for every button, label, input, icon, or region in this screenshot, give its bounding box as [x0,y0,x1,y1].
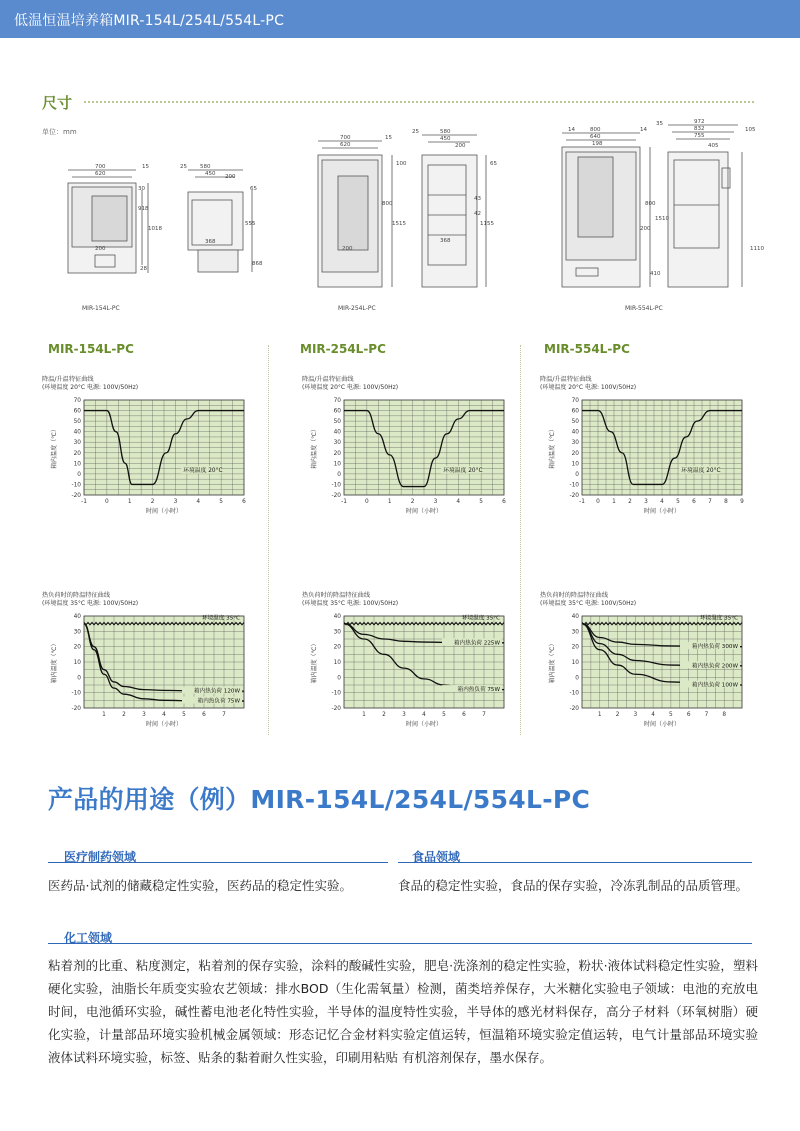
dimension-label: 368 [205,239,216,245]
x-tick-label: 1 [362,712,366,718]
y-tick-label: 20 [73,644,81,651]
dimension-label: 620 [340,142,351,148]
tag-underline [48,853,388,863]
x-tick-label: 5 [182,712,186,718]
x-tick-label: 2 [410,499,415,505]
dimension-label: 65 [250,186,257,192]
dimension-label: 410 [650,271,661,277]
y-tick-label: -10 [71,690,81,697]
x-tick-label: 3 [433,499,438,505]
series-label: 箱内热负荷 225W [454,640,500,647]
page-header-title: 低温恒温培养箱MIR-154L/254L/554L-PC [14,13,285,29]
y-tick-label: 60 [73,408,81,415]
annotation-label: 环境温度 20°C [443,467,483,474]
annotation-label: 环境温度 20°C [183,467,223,474]
y-tick-label: 10 [571,660,579,666]
chart-title: 热负荷时的降温特征曲线 [540,592,609,599]
chart-title: 降温/升温特征曲线 [42,376,94,383]
model-title-254l: MIR-254L-PC [300,342,386,356]
chart-subtitle: (环境温度 35°C 电源: 100V/50Hz) [540,600,637,607]
series-label: 箱内热负荷 100W [692,682,738,689]
chart-title: 热负荷时的降温特征曲线 [302,592,371,599]
x-tick-label: 1 [127,499,132,505]
y-axis-label: 箱内温度（℃） [311,640,318,684]
model-title-154l: MIR-154L-PC [48,342,134,356]
y-tick-label: 50 [73,419,81,426]
y-tick-label: 20 [571,644,579,651]
dimension-label: 14 [568,127,575,133]
x-tick-label: 2 [122,712,126,718]
load-chart-554l [536,588,756,738]
column-divider [268,345,269,735]
y-tick-label: -20 [569,493,579,499]
unit-label: 单位：mm [42,128,77,136]
x-tick-label: 7 [222,712,226,718]
dimension-label: 35 [656,121,663,127]
x-tick-label: 0 [365,499,369,505]
x-tick-label: -1 [341,499,347,505]
chart-title: 热负荷时的降温特征曲线 [42,592,111,599]
x-tick-label: 4 [660,499,664,505]
chart-subtitle: (环境温度 35°C 电源: 100V/50Hz) [42,600,139,607]
x-tick-label: -1 [81,499,87,505]
dimension-label: 25 [180,164,187,170]
y-tick-label: -10 [569,690,579,697]
x-tick-label: 6 [242,499,246,505]
y-tick-label: 0 [77,471,81,478]
x-tick-label: 2 [628,499,632,505]
x-tick-label: 4 [162,712,166,718]
dimension-label: 200 [225,174,236,180]
y-tick-label: -20 [71,493,81,499]
y-tick-label: 50 [571,419,579,426]
tag-underline [398,853,752,863]
y-tick-label: 0 [575,675,579,682]
x-tick-label: 3 [173,499,178,505]
y-tick-label: 70 [73,398,81,404]
y-tick-label: -20 [331,706,341,712]
y-tick-label: 10 [73,461,81,468]
x-tick-label: 3 [402,712,406,718]
dimension-label: 368 [440,238,451,244]
dimension-label: 15 [385,135,392,141]
drawing-caption-154l: MIR-154L-PC [82,305,120,312]
y-tick-label: 30 [333,629,341,636]
y-tick-label: 40 [73,614,81,620]
load-chart-154l [38,588,258,738]
dimension-label: 580 [200,164,211,170]
dimension-label: 580 [440,129,451,135]
dimension-label: 555 [245,221,256,227]
x-axis-label: 时间（小时） [643,721,681,728]
dimension-label: 100 [396,161,407,167]
y-tick-label: 20 [73,450,81,457]
y-tick-label: 20 [571,450,579,457]
medical-text: 医药品·试剂的储藏稳定性实验，医药品的稳定性实验。 [48,878,352,893]
x-tick-label: 1 [102,712,106,718]
y-tick-label: 30 [73,629,81,636]
y-tick-label: 0 [575,471,579,478]
y-axis-label: 箱内温度（℃） [311,426,318,469]
y-tick-label: 40 [333,614,341,620]
x-tick-label: 5 [676,499,680,505]
dimension-label: 105 [745,127,756,133]
y-tick-label: -10 [71,482,81,489]
dimension-label: 1155 [480,221,494,227]
x-tick-label: -1 [579,499,585,505]
x-tick-label: 6 [202,712,206,718]
x-tick-label: 6 [686,712,691,718]
dimension-label: 200 [342,246,353,252]
y-tick-label: 30 [333,440,341,447]
y-tick-label: 70 [571,398,579,404]
y-tick-label: 40 [571,614,579,620]
y-tick-label: 10 [571,461,579,468]
x-tick-label: 9 [740,499,744,505]
y-tick-label: -20 [569,706,579,712]
x-tick-label: 5 [219,499,223,505]
dimension-label: 755 [694,133,705,139]
dimension-label: 832 [694,126,705,132]
drawing-caption-554l: MIR-554L-PC [625,305,663,312]
applications-title: 产品的用途（例）MIR-154L/254L/554L-PC [48,785,591,814]
drawing-554l-front [562,133,650,287]
dimension-label: 43 [474,196,481,202]
x-axis-label: 时间（小时） [145,721,183,728]
dimension-label: 450 [205,171,216,177]
load-chart-254l [298,588,518,738]
x-tick-label: 4 [651,712,655,718]
series-label: 箱内热负荷 120W [194,688,240,695]
tag-medical: 医疗制药领域 [64,850,137,864]
dimension-label: 640 [590,134,601,140]
y-tick-label: 30 [571,440,579,447]
dimension-label: 15 [142,164,149,170]
column-divider [520,345,521,735]
dimension-label: 200 [95,246,106,252]
y-tick-label: 20 [333,644,341,651]
x-axis-label: 时间（小时） [643,508,681,515]
dimension-label: 800 [590,127,601,133]
series-label: 箱内热负荷 200W [692,663,738,670]
x-tick-label: 1 [387,499,392,505]
chart-subtitle: (环境温度 20°C 电源: 100V/50Hz) [42,384,139,391]
dimension-label: 1018 [148,226,162,232]
y-tick-label: 40 [571,429,579,436]
y-axis-label: 箱内温度（℃） [51,426,58,469]
dimension-label: 200 [640,226,651,232]
y-tick-label: 60 [571,408,579,415]
cooling-chart-554l [536,372,756,522]
chart-subtitle: (环境温度 20°C 电源: 100V/50Hz) [302,384,399,391]
cooling-chart-254l [298,372,518,522]
x-axis-label: 时间（小时） [405,721,443,728]
x-tick-label: 6 [692,499,696,505]
dimension-label: 800 [645,201,656,207]
y-tick-label: -10 [569,482,579,489]
x-tick-label: 6 [462,712,466,718]
x-tick-label: 4 [422,712,426,718]
y-tick-label: 10 [73,660,81,666]
x-tick-label: 7 [704,712,709,718]
y-axis-label: 箱内温度（℃） [549,640,556,684]
drawing-154l-front [68,170,148,273]
y-tick-label: 0 [337,675,341,682]
y-tick-label: 60 [333,408,341,415]
dimensions-section-label: 尺寸 [42,94,73,112]
x-tick-label: 5 [669,712,673,718]
dimension-label: 450 [440,136,451,142]
x-axis-label: 时间（小时） [405,508,443,515]
x-axis-label: 时间（小时） [145,508,183,515]
dimension-label: 42 [474,211,481,217]
dimension-label: 30 [138,186,145,192]
y-tick-label: 70 [333,398,341,404]
y-tick-label: 50 [333,419,341,426]
drawing-254l-front [318,141,392,287]
series-label: 环境温度 35°C [700,615,738,622]
dimension-label: 198 [592,141,603,147]
x-tick-label: 5 [442,712,446,718]
y-tick-label: 30 [73,440,81,447]
x-tick-label: 7 [482,712,486,718]
chemical-text: 粘着剂的比重、粘度测定，粘着剂的保存实验，涂料的酸碱性实验，肥皂·洗涤剂的稳定性实验，粉状·液体试料稳定性实验，塑料硬化实验，油脂长年质变实验农艺领域：排水BOD（生化需氧量）检测，菌类培养保存，大米糖化实验电子领域：电池的充放电时间，电池循环实验，碱性蓄电池老化特性实验，半导体的温度特性实验，半导体的感光材料保存，高分子材料（环氧树脂）硬化实验，计量部品环境实验机械金属领域：形态记忆合金材料实验定值运转，恒温箱环境实验定值运转，电气计量部品环境实验液体试料环境实验，标签、贴条的黏着耐久性实验，印刷用粘贴 有机溶剂保存，墨水保存。 [48,958,758,1065]
x-tick-label: 3 [633,712,638,718]
x-tick-label: 5 [479,499,483,505]
chart-subtitle: (环境温度 20°C 电源: 100V/50Hz) [540,384,637,391]
dimension-label: 25 [412,129,419,135]
tag-chemical: 化工领域 [64,931,113,945]
series-label: 箱内热负荷 75W [457,687,500,694]
x-tick-label: 2 [615,712,620,718]
dimension-label: 200 [455,143,466,149]
dimension-label: 868 [252,261,263,267]
dimension-label: 405 [708,143,719,149]
food-text: 食品的稳定性实验，食品的保存实验，冷冻乳制品的品质管理。 [398,878,749,893]
y-tick-label: 0 [77,675,81,682]
x-tick-label: 1 [612,499,616,505]
y-tick-label: -10 [331,482,341,489]
dimension-drawings [0,0,800,330]
x-tick-label: 3 [142,712,146,718]
series-label: 环境温度 35°C [202,615,240,622]
y-tick-label: 40 [73,429,81,436]
y-tick-label: 20 [333,450,341,457]
x-tick-label: 7 [708,499,712,505]
model-title-554l: MIR-554L-PC [544,342,630,356]
dimension-label: 1510 [655,216,669,222]
y-tick-label: -10 [331,690,341,697]
x-tick-label: 4 [456,499,461,505]
dimension-label: 918 [138,206,149,212]
dimension-label: 65 [490,161,497,167]
x-tick-label: 4 [196,499,201,505]
y-tick-label: 40 [333,429,341,436]
dimension-label: 800 [382,201,393,207]
x-tick-label: 8 [724,499,728,505]
x-tick-label: 0 [596,499,600,505]
x-tick-label: 8 [722,712,727,718]
y-tick-label: -20 [71,706,81,712]
x-tick-label: 0 [105,499,109,505]
drawing-154l-side [188,170,252,272]
y-tick-label: 10 [333,660,341,666]
tag-food: 食品领域 [412,850,461,864]
dimension-label: 14 [640,127,647,133]
x-tick-label: 2 [382,712,386,718]
dimension-label: 620 [95,171,106,177]
y-tick-label: -20 [331,493,341,499]
tag-underline [48,934,752,944]
y-tick-label: 0 [337,471,341,478]
cooling-chart-154l [38,372,258,522]
dimension-label: 700 [95,164,106,170]
y-axis-label: 箱内温度（℃） [51,640,58,684]
dimension-label: 28 [140,266,147,272]
annotation-label: 环境温度 20°C [681,467,721,474]
y-tick-label: 10 [333,461,341,468]
chart-title: 降温/升温特征曲线 [540,376,592,383]
drawing-caption-254l: MIR-254L-PC [338,305,376,312]
x-tick-label: 6 [502,499,506,505]
dimension-label: 1110 [750,246,764,252]
y-axis-label: 箱内温度（℃） [549,426,556,469]
y-tick-label: 30 [571,629,579,636]
dimension-label: 972 [694,119,705,125]
series-label: 环境温度 35°C [462,615,500,622]
x-tick-label: 2 [150,499,155,505]
series-label: 箱内热负荷 300W [692,644,738,651]
dimension-label: 1515 [392,221,406,227]
chart-subtitle: (环境温度 35°C 电源: 100V/50Hz) [302,600,399,607]
drawing-554l-side [668,125,742,287]
series-label: 箱内热负荷 75W [197,698,240,705]
chart-title: 降温/升温特征曲线 [302,376,354,383]
x-tick-label: 3 [644,499,648,505]
x-tick-label: 1 [597,712,602,718]
dimension-label: 700 [340,135,351,141]
